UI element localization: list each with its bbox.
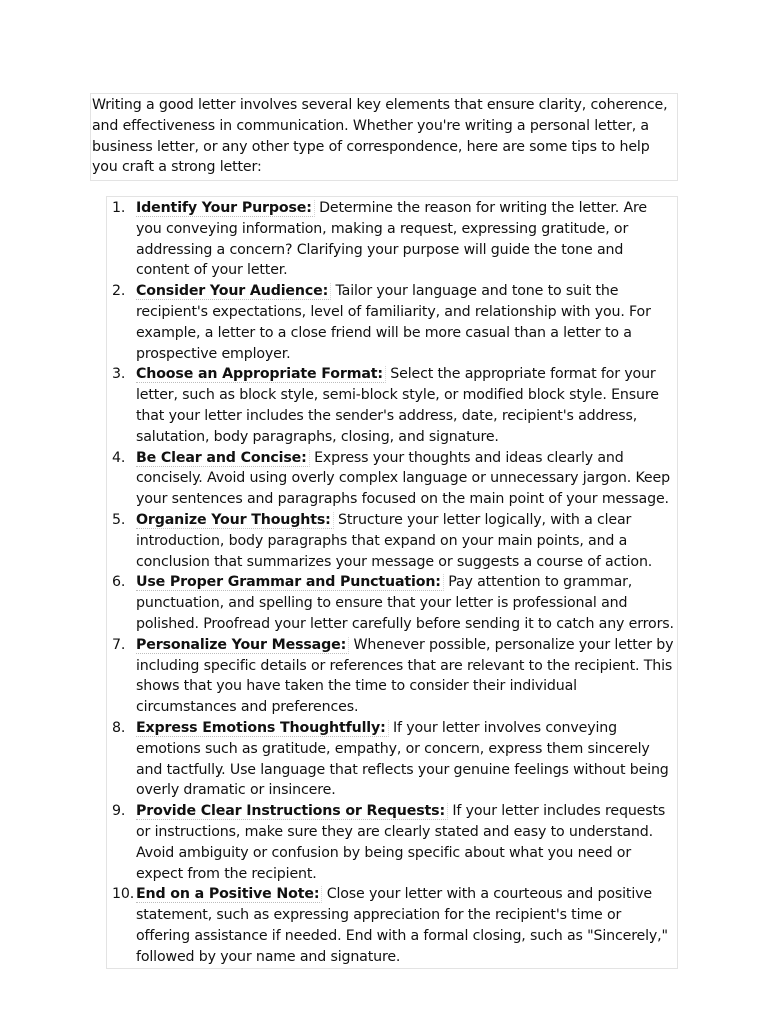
tip-title: Express Emotions Thoughtfully: — [136, 720, 389, 737]
tip-number: 4. — [112, 449, 126, 466]
tip-number: 1. — [112, 200, 126, 216]
tip-title: Identify Your Purpose: — [136, 200, 315, 217]
tip-item — [107, 801, 677, 884]
tip-item — [107, 198, 677, 281]
tip-number: 9. — [112, 803, 126, 820]
tip-text: Structure your letter logically, with a clear introduction, body paragraphs that expand on your main points, and a conclusion that summarizes your message or suggests a course of action. — [136, 511, 653, 570]
tip-number: 7. — [112, 636, 126, 653]
tip-text: If your letter includes requests or instructions, make sure they are clearly stated and easy to understand. Avoid ambiguity or confusion by being specific about what you need or expect from the recipient. — [136, 803, 666, 882]
tip-text: Express your thoughts and ideas clearly and concisely. Avoid using overly complex language or unnecessary jargon. Keep your sentences and paragraphs focused on the main point of your message. — [136, 449, 670, 508]
tip-item — [107, 448, 677, 510]
tip-item — [107, 884, 677, 967]
tip-item — [107, 510, 677, 572]
tip-text: Pay attention to grammar, punctuation, and spelling to ensure that your letter is professional and polished. Proofread your letter carefully before sending it to catch any errors. — [136, 574, 674, 632]
tip-title: Provide Clear Instructions or Requests: — [136, 803, 448, 820]
tip-item — [107, 281, 677, 364]
tip-number: 3. — [112, 366, 126, 383]
intro-paragraph: Writing a good letter involves several key elements that ensure clarity, coherence, and effectiveness in communication. Whether you're writing a personal letter, a business letter, or any other type of correspondence, here are some tips to help you craft a strong letter: — [90, 93, 678, 181]
tip-number: 6. — [112, 574, 126, 591]
tip-text: Whenever possible, personalize your letter by including specific details or references that are relevant to the recipient. This shows that you have taken the time to consider their individual circumstances and preferences. — [136, 636, 674, 716]
tip-title: Personalize Your Message: — [136, 637, 349, 654]
tip-number: 2. — [112, 283, 126, 300]
tip-item — [107, 635, 677, 718]
tip-number: 5. — [112, 511, 126, 528]
tip-title: Choose an Appropriate Format: — [136, 366, 386, 383]
tip-title: Be Clear and Concise: — [136, 450, 310, 467]
tip-number: 10. — [112, 886, 135, 903]
tips-list — [106, 196, 678, 969]
tip-text: Determine the reason for writing the letter. Are you conveying information, making a request, expressing gratitude, or addressing a concern? Clarifying your purpose will guide the tone and content of your letter. — [136, 200, 648, 279]
tip-number: 8. — [112, 719, 126, 736]
tip-text: If your letter involves conveying emotions such as gratitude, empathy, or concern, express them sincerely and tactfully. Use language that reflects your genuine feelings without being overly dramatic or insincere. — [136, 719, 669, 799]
tip-text: Close your letter with a courteous and positive statement, such as expressing appreciation for the recipient's time or offering assistance if needed. End with a formal closing, such as "Sincerely," followed by your name and signature. — [136, 886, 668, 965]
tip-title: End on a Positive Note: — [136, 886, 322, 903]
tip-item — [107, 572, 677, 634]
tip-text: Select the appropriate format for your letter, such as block style, semi-block style, or modified block style. Ensure that your letter includes the sender's address, date, recipient's address, salutation, body paragraphs, closing, and signature. — [136, 366, 659, 445]
tip-title: Organize Your Thoughts: — [136, 512, 334, 529]
tip-item — [107, 364, 677, 447]
tip-title: Consider Your Audience: — [136, 283, 331, 300]
tip-item — [107, 718, 677, 801]
tip-title: Use Proper Grammar and Punctuation: — [136, 574, 444, 591]
tip-text: Tailor your language and tone to suit the recipient's expectations, level of familiarity, and relationship with you. For example, a letter to a close friend will be more casual than a letter to a prospective employer. — [136, 283, 651, 362]
